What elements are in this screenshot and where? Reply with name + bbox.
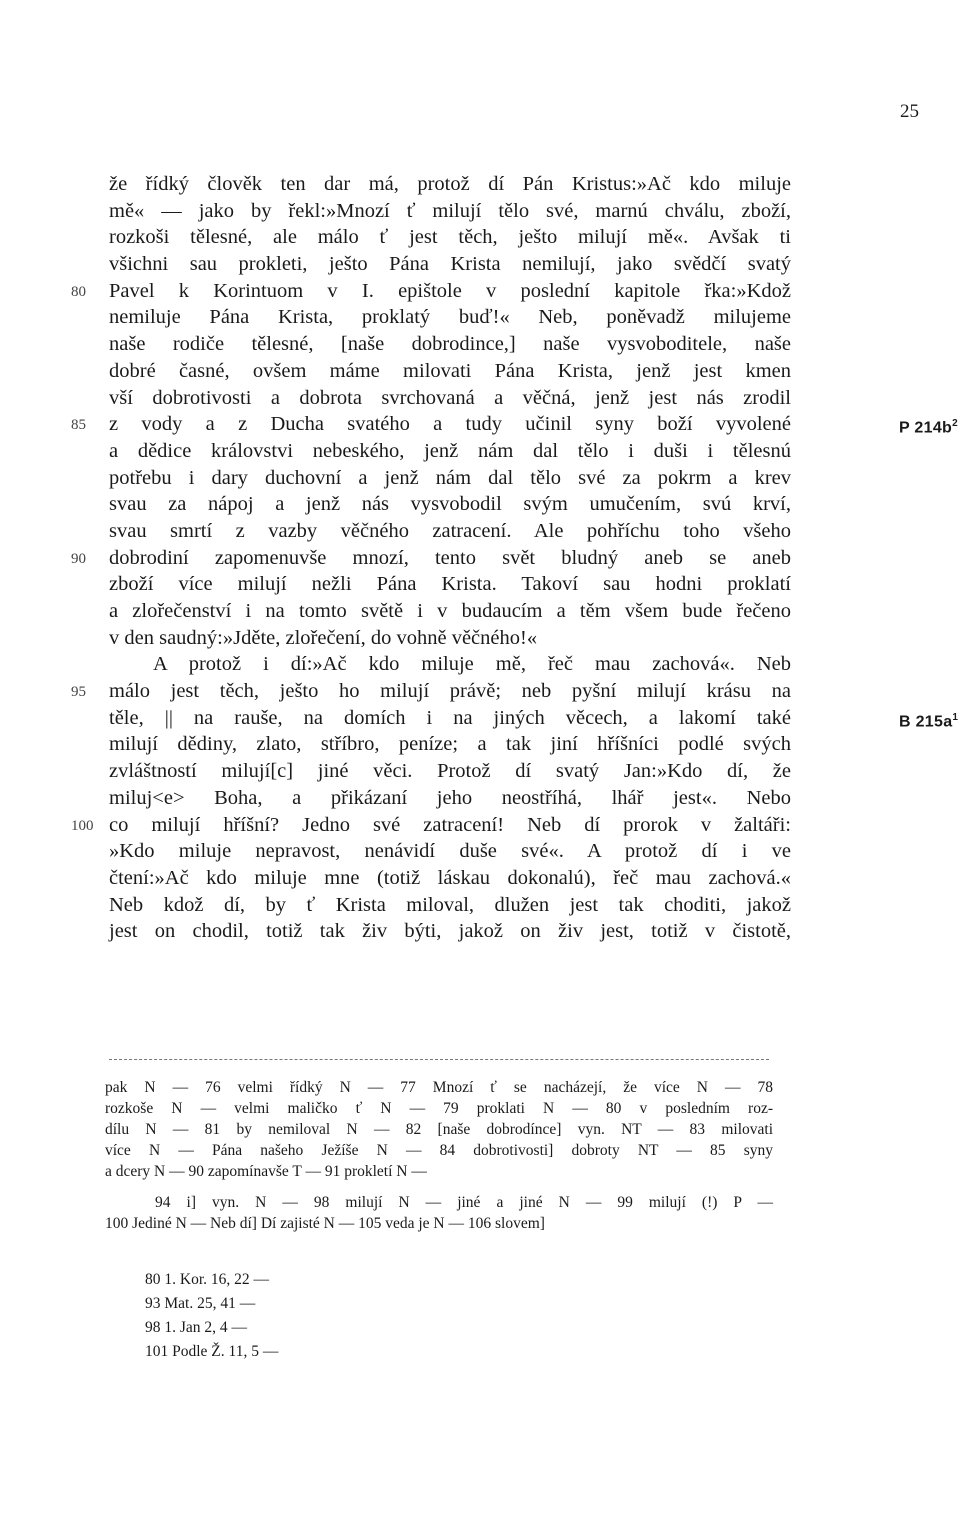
text-line [71,812,791,839]
line-text: co milují hříšní? Jedno své zatracení! Neb dí prorok v žaltáři: [109,813,791,836]
critical-apparatus [105,1077,773,1234]
text-line [109,491,791,518]
text-line [71,545,791,572]
text-line [71,411,958,438]
line-text: miluj<e> Boha, a přikázaní jeho neostříhá, lhář jest«. Nebo [109,786,791,809]
line-text: málo jest těch, ješto ho milují právě; neb pyšní milují krásu na [109,680,791,703]
manuscript-folio-ref [899,705,958,736]
line-number: 80 [71,283,86,300]
text-line [109,892,791,919]
text-line [109,785,791,812]
text-line [109,224,791,251]
text-line [109,571,791,598]
line-text: svau smrtí z vazby věčného zatracení. Ale pohříchu toho všeho [109,519,791,542]
manuscript-folio-ref [899,411,958,442]
apparatus-line: 94 i] vyn. N — 98 milují N — jiné a jiné N — 99 milují (!) P — [155,1194,773,1211]
text-line [109,251,791,278]
line-text: že řídký člověk ten dar má, protož dí Pán Kristus:»Ač kdo miluje [109,173,791,195]
line-number: 95 [71,684,86,701]
text-line [109,918,791,945]
apparatus-line: pak N — 76 velmi řídký N — 77 Mnozí ť se nacházejí, že více N — 78 [105,1079,773,1096]
text-line [109,331,791,358]
line-text: Pavel k Korintuom v I. epištole v poslední kapitole řka:»Kdož [109,279,791,302]
text-line [71,678,791,705]
line-text: a dědice královstvi nebeského, jenž nám dal tělo i duši i tělesnú [109,439,791,462]
text-line [109,198,791,225]
line-text: svau za nápoj a jenž nás vysvobodil svým umučením, svú krví, [109,493,791,516]
source-reference: 98 1. Jan 2, 4 — [145,1319,248,1336]
line-text: milují dědiny, zlato, stříbro, peníze; a tak jiní hříšníci podlé svých [109,733,791,756]
line-text: »Kdo miluje nepravost, nenávidí duše své«. A protož dí i ve [109,840,791,863]
source-reference: 93 Mat. 25, 41 — [145,1295,256,1312]
line-text: zvláštností milují[c] jiné věci. Protož dí svatý Jan:»Kdo dí, že [109,760,791,783]
text-line [109,625,791,652]
line-text: z vody a z Ducha svatého a tudy učinil syny boží vyvolené [109,413,791,436]
source-references [145,1268,385,1364]
apparatus-line: dílu N — 81 by nemiloval N — 82 [naše dobrodínce] vyn. NT — 83 milovati [105,1121,773,1138]
apparatus-line: a dcery N — 90 zapomínavše T — 91 prokletí N — [105,1163,427,1180]
line-number: 85 [71,417,86,434]
line-text: naše rodiče tělesné, [naše dobrodince,] naše vysvoboditele, naše [109,333,791,356]
folio-label: B 215a [899,713,953,731]
line-text: dobrodiní zapomenuvše mnozí, tento svět bludný aneb se aneb [109,546,791,569]
line-text: v den saudný:»Jděte, zlořečení, do vohně věčného!« [109,626,538,649]
text-line [71,278,791,305]
line-text: Neb kdož dí, by ť Krista miloval, dlužen jest tak choditi, jakož [109,893,791,916]
line-number: 90 [71,550,86,567]
text-line [109,518,791,545]
main-text [71,171,959,945]
source-reference: 101 Podle Ž. 11, 5 — [145,1343,279,1360]
text-line [109,705,959,732]
text-line [109,731,791,758]
page-number: 25 [900,101,919,122]
apparatus-line: 100 Jediné N — Neb dí] Dí zajisté N — 105 veda je N — 106 slovem] [105,1215,545,1232]
line-text: A protož i dí:»Ač kdo miluje mě, řeč mau zachová«. Neb [153,653,791,676]
text-line [109,651,791,678]
line-text: jest on chodil, totiž tak živ býti, jakož on živ jest, totiž v čistotě, [109,920,791,943]
line-text: vší dobrotivosti a dobrota svrchovaná a věčná, jenž jest nás zrodil [109,386,791,409]
text-line [109,598,791,625]
line-text: všichni sau prokleti, ješto Pána Krista nemilují, jako svědčí svatý [109,253,791,276]
line-text: čtení:»Ač kdo miluje mne (totiž láskau dokonalú), řeč mau zachová.« [109,866,791,889]
text-line [109,465,791,492]
text-line [109,171,791,198]
text-line [109,385,791,412]
line-text: potřebu i dary duchovní a jenž nám dal tělo své za pokrm a krev [109,466,791,489]
apparatus-line: rozkoše N — velmi maličko ť N — 79 proklati N — 80 v posledním roz- [105,1100,773,1117]
text-line [109,304,791,331]
line-text: nemiluje Pána Krista, proklatý buď!« Neb, poněvadž milujeme [109,306,791,329]
text-line [109,838,791,865]
line-text: rozkoši tělesné, ale málo ť jest těch, ješto milují mě«. Avšak ti [109,226,791,249]
apparatus-gap [105,1182,773,1192]
text-line [109,438,791,465]
text-line [109,358,791,385]
folio-column: 2 [952,418,958,430]
line-text: a zlořečenství i na tomto světě i v budaucím a těm všem bude řečeno [109,600,791,622]
apparatus-line: více N — Pána našeho Ježíše N — 84 dobrotivosti] dobroty NT — 85 syny [105,1142,773,1159]
text-line [109,865,791,892]
line-number: 100 [71,817,94,834]
line-text: zboží více milují nežli Pána Krista. Takoví sau hodni proklatí [109,573,791,596]
footnote-rule [109,1059,769,1060]
line-text: těle, || na rauše, na domích i na jiných věcech, a lakomí také [109,706,791,729]
line-text: mě« — jako by řekl:»Mnozí ť milují tělo své, marnú chválu, zboží, [109,199,791,222]
source-reference: 80 1. Kor. 16, 22 — [145,1271,269,1288]
line-text: dobré časné, ovšem máme milovati Pána Krista, jenž jest kmen [109,359,791,382]
folio-label: P 214b [899,419,953,437]
folio-column: 1 [952,711,959,723]
text-line [109,758,791,785]
